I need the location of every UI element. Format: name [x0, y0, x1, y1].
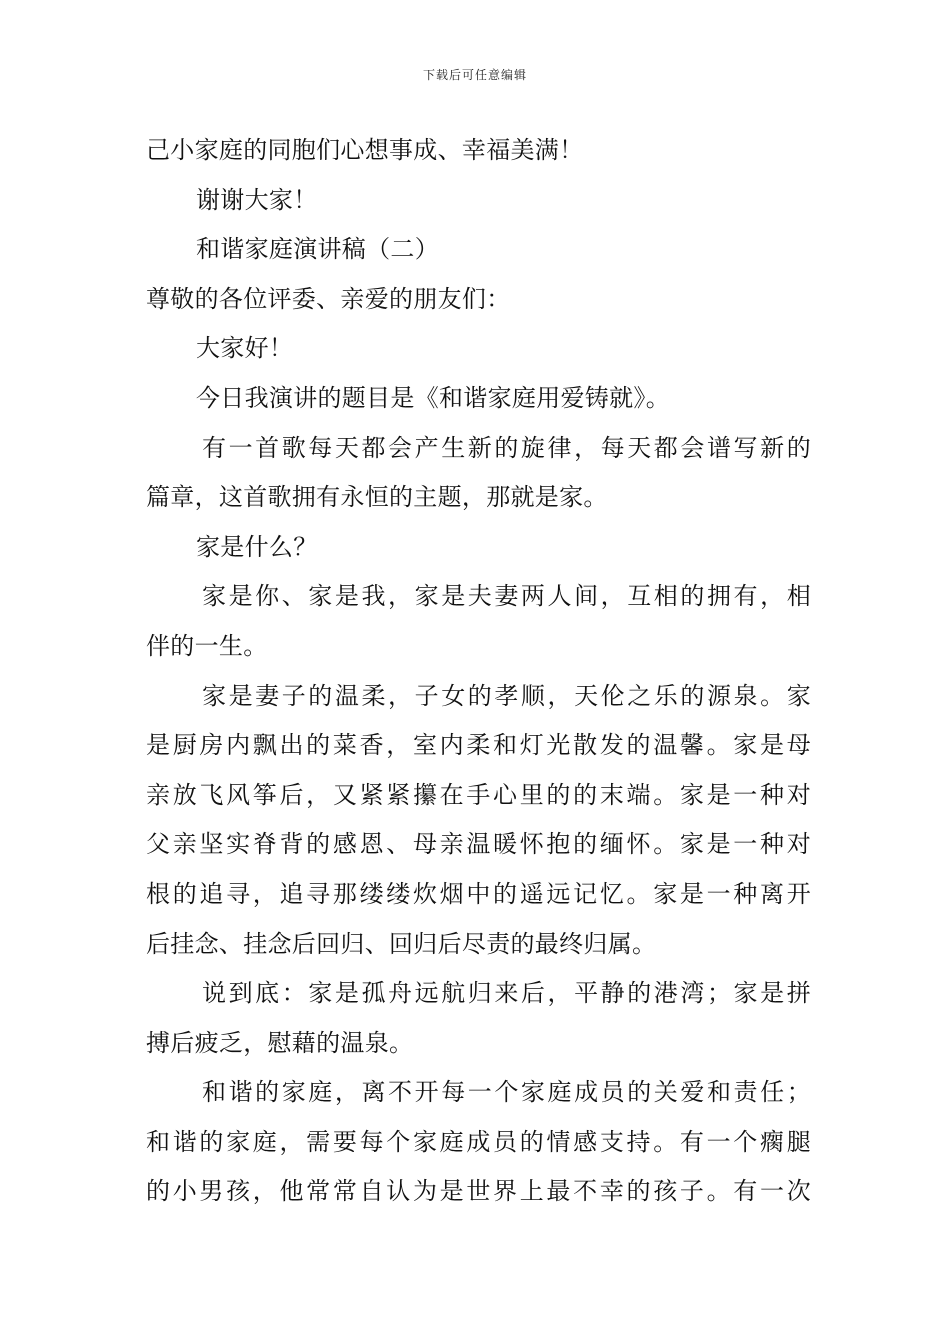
text-line: 谢谢大家！ [196, 185, 318, 214]
text-line: 后挂念、挂念后回归、回归后尽责的最终归属。 [146, 929, 657, 958]
salutation: 尊敬的各位评委、亲爱的朋友们： [146, 284, 511, 313]
text-line: 家是什么？ [196, 532, 318, 561]
text-line: 的小男孩，他常常自认为是世界上最不幸的孩子。有一次 [146, 1177, 811, 1206]
text-line: 大家好！ [196, 334, 294, 363]
text-line: 亲放飞风筝后，又紧紧攥在手心里的的末端。家是一种对 [146, 780, 811, 809]
text-line: 家是你、家是我，家是夫妻两人间，互相的拥有，相 [202, 582, 811, 611]
text-line: 伴的一生。 [146, 631, 268, 660]
text-line: 说到底：家是孤舟远航归来后，平静的港湾；家是拼 [202, 979, 811, 1008]
text-line: 和谐的家庭，离不开每一个家庭成员的关爱和责任； [202, 1078, 811, 1107]
text-line: 根的追寻，追寻那缕缕炊烟中的遥远记忆。家是一种离开 [146, 879, 811, 908]
text-line: 和谐的家庭，需要每个家庭成员的情感支持。有一个瘸腿 [146, 1127, 811, 1156]
text-line: 篇章，这首歌拥有永恒的主题，那就是家。 [146, 483, 608, 512]
text-line: 今日我演讲的题目是《和谐家庭用爱铸就》。 [196, 383, 670, 412]
text-line: 家是妻子的温柔，子女的孝顺，天伦之乐的源泉。家 [202, 681, 811, 710]
text-line: 父亲坚实脊背的感恩、母亲温暖怀抱的缅怀。家是一种对 [146, 830, 811, 859]
text-line: 己小家庭的同胞们心想事成、幸福美满！ [146, 136, 584, 164]
text-line: 搏后疲乏，慰藉的温泉。 [146, 1028, 414, 1057]
document-body [146, 126, 811, 1217]
section-title: 和谐家庭演讲稿（二） [196, 235, 439, 264]
text-line: 有一首歌每天都会产生新的旋律，每天都会谱写新的 [202, 433, 811, 462]
page-header-note: 下载后可任意编辑 [422, 68, 527, 82]
text-line: 是厨房内飘出的菜香，室内柔和灯光散发的温馨。家是母 [146, 731, 811, 760]
